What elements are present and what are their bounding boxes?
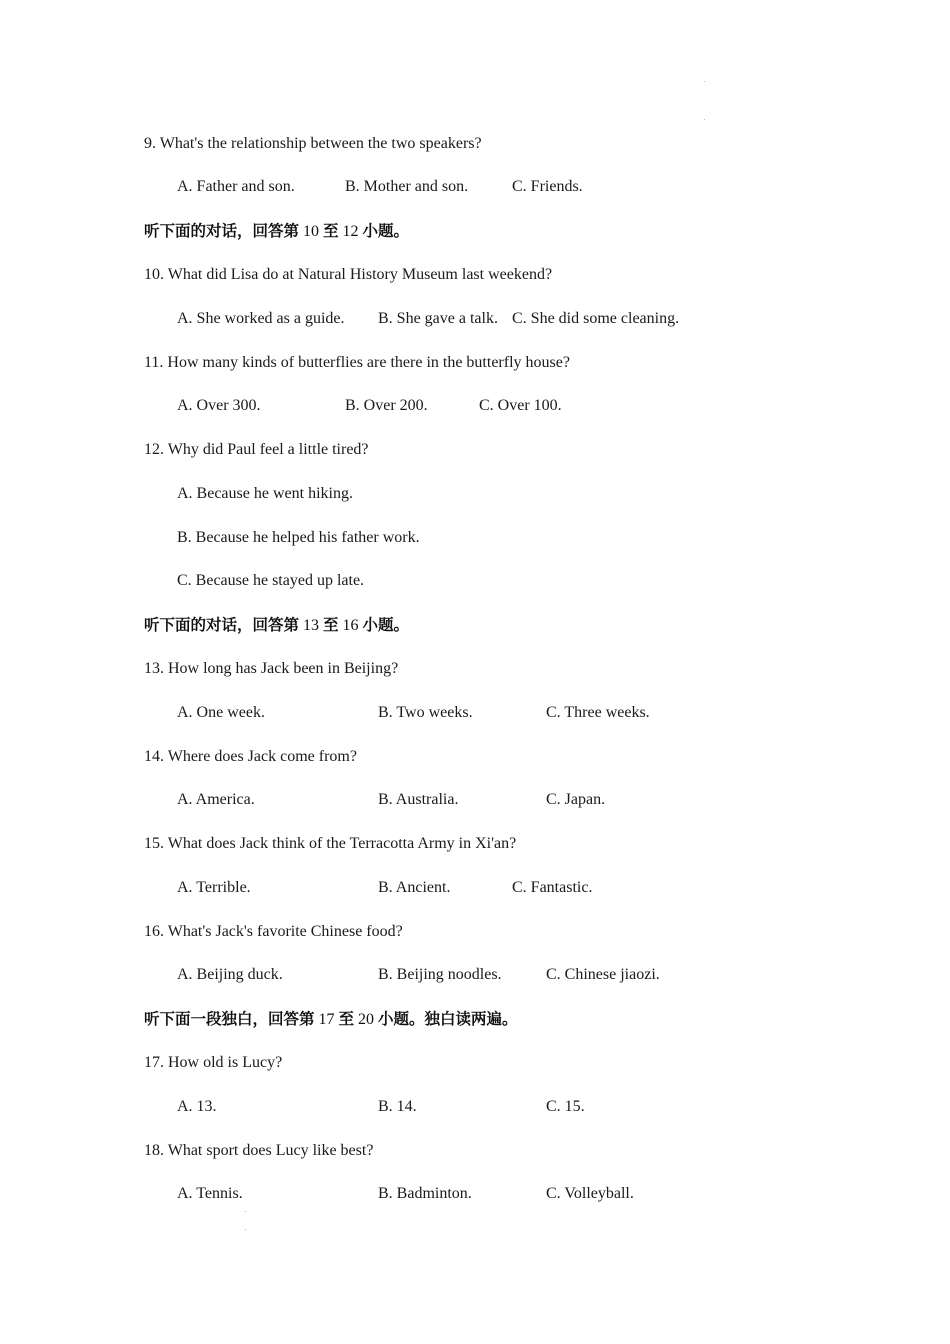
question-13: 13. How long has Jack been in Beijing? — [144, 660, 399, 677]
question-18: 18. What sport does Lucy like best? — [144, 1142, 374, 1159]
option-12b: B. Because he helped his father work. — [177, 529, 420, 546]
section-heading-10-12: 听下面的对话，回答第 10 至 12 小题。 — [144, 222, 410, 240]
option-17a: A. 13. — [177, 1098, 217, 1115]
question-12: 12. Why did Paul feel a little tired? — [144, 441, 369, 458]
option-16b: B. Beijing noodles. — [378, 966, 502, 983]
option-16a: A. Beijing duck. — [177, 966, 283, 983]
option-17b: B. 14. — [378, 1098, 417, 1115]
option-11a: A. Over 300. — [177, 397, 261, 414]
option-11b: B. Over 200. — [345, 397, 428, 414]
question-17: 17. How old is Lucy? — [144, 1054, 283, 1071]
question-14: 14. Where does Jack come from? — [144, 748, 357, 765]
scan-speck — [704, 119, 705, 120]
option-18b: B. Badminton. — [378, 1185, 472, 1202]
option-18c: C. Volleyball. — [546, 1185, 634, 1202]
option-13a: A. One week. — [177, 704, 265, 721]
question-11: 11. How many kinds of butterflies are there in the butterfly house? — [144, 354, 570, 371]
option-10c: C. She did some cleaning. — [512, 310, 680, 327]
option-18a: A. Tennis. — [177, 1185, 243, 1202]
question-15: 15. What does Jack think of the Terracotta Army in Xi'an? — [144, 835, 517, 852]
option-13c: C. Three weeks. — [546, 704, 650, 721]
option-12a: A. Because he went hiking. — [177, 485, 353, 502]
scan-speck — [245, 1211, 246, 1212]
option-16c: C. Chinese jiaozi. — [546, 966, 660, 983]
option-10a: A. She worked as a guide. — [177, 310, 345, 327]
section-heading-13-16: 听下面的对话，回答第 13 至 16 小题。 — [144, 616, 410, 634]
scan-speck — [245, 1229, 246, 1230]
option-9c: C. Friends. — [512, 178, 583, 195]
option-15a: A. Terrible. — [177, 879, 251, 896]
option-13b: B. Two weeks. — [378, 704, 473, 721]
option-14b: B. Australia. — [378, 791, 459, 808]
option-15b: B. Ancient. — [378, 879, 451, 896]
question-9: 9. What's the relationship between the two speakers? — [144, 135, 482, 152]
option-15c: C. Fantastic. — [512, 879, 593, 896]
option-12c: C. Because he stayed up late. — [177, 572, 365, 589]
option-10b: B. She gave a talk. — [378, 310, 498, 327]
option-14a: A. America. — [177, 791, 255, 808]
option-14c: C. Japan. — [546, 791, 606, 808]
option-9a: A. Father and son. — [177, 178, 295, 195]
section-heading-17-20: 听下面一段独白，回答第 17 至 20 小题。独白读两遍。 — [144, 1010, 518, 1028]
option-9b: B. Mother and son. — [345, 178, 469, 195]
scan-speck — [704, 81, 705, 82]
option-17c: C. 15. — [546, 1098, 585, 1115]
option-11c: C. Over 100. — [479, 397, 562, 414]
question-10: 10. What did Lisa do at Natural History Museum last weekend? — [144, 266, 553, 283]
question-16: 16. What's Jack's favorite Chinese food? — [144, 923, 403, 940]
